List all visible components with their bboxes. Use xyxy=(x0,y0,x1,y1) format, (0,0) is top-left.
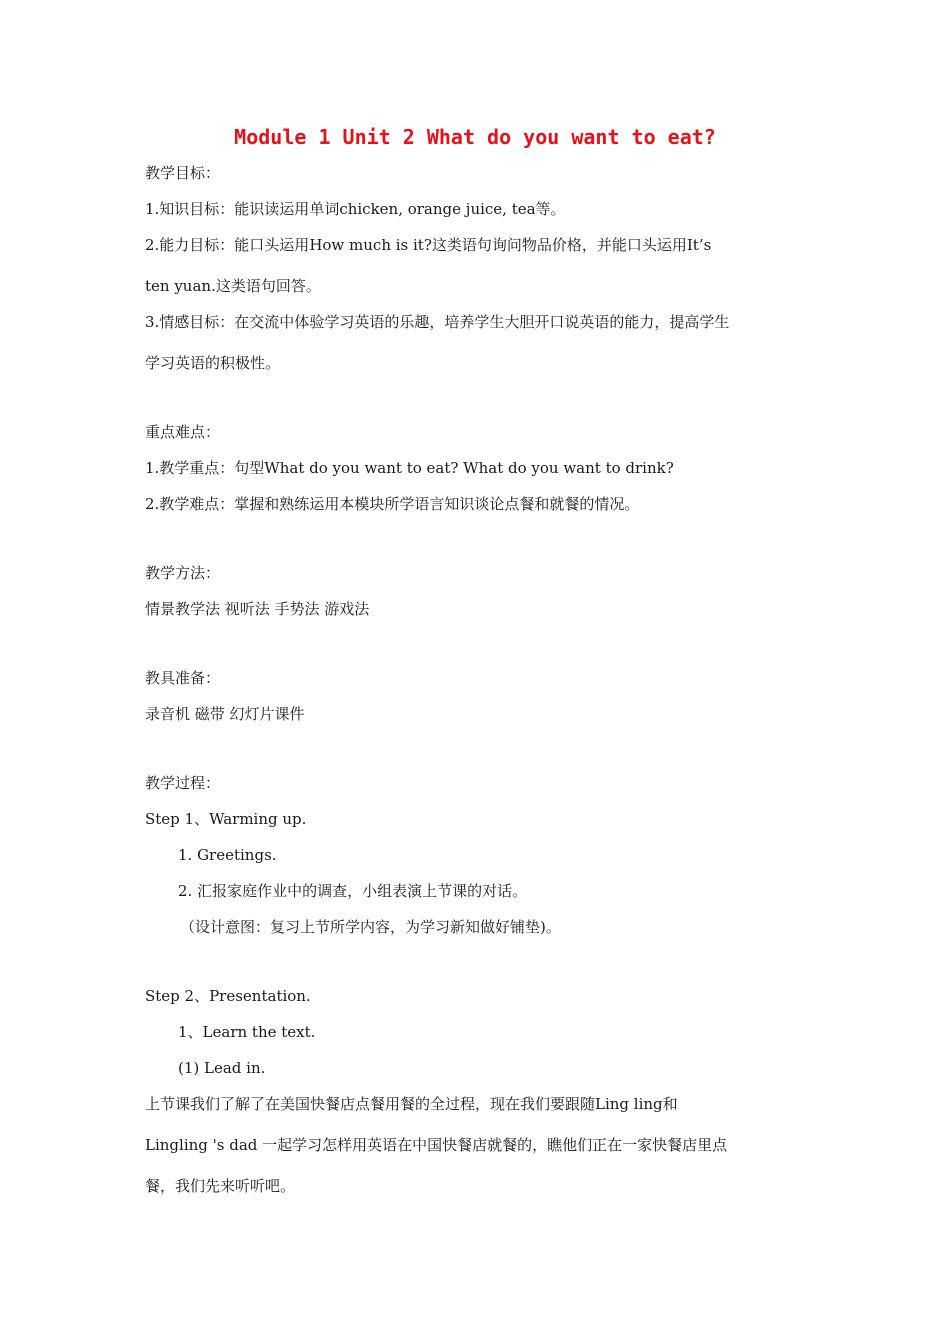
lead-in-paragraph-line3: 餐，我们先来听听吧。 xyxy=(145,1177,296,1195)
objective-ability-line1: 2.能力目标：能口头运用How much is it?这类语句询问物品价格，并能口头运用It’s xyxy=(145,236,712,254)
aids-heading: 教具准备： xyxy=(145,669,221,687)
step2-item-learn-text: 1、Learn the text. xyxy=(178,1023,316,1041)
document-title: Module 1 Unit 2 What do you want to eat? xyxy=(234,125,716,149)
aids-content: 录音机 磁带 幻灯片课件 xyxy=(145,705,305,723)
key-points-heading: 重点难点： xyxy=(145,423,221,441)
objective-ability-line2: ten yuan.这类语句回答。 xyxy=(145,277,321,295)
step1-design-note: （设计意图：复习上节所学内容，为学习新知做好铺垫)。 xyxy=(180,918,561,936)
objective-knowledge: 1.知识目标：能识读运用单词chicken, orange juice, tea等。 xyxy=(145,200,566,218)
step1-title: Step 1、Warming up. xyxy=(145,810,307,828)
objectives-heading: 教学目标： xyxy=(145,164,221,182)
objective-emotion-line2: 学习英语的积极性。 xyxy=(145,354,281,372)
lead-in-paragraph-line1: 上节课我们了解了在美国快餐店点餐用餐的全过程，现在我们要跟随Ling ling和 xyxy=(145,1095,678,1113)
process-heading: 教学过程： xyxy=(145,774,221,792)
step1-item-greetings: 1. Greetings. xyxy=(178,846,277,864)
key-point-difficulty: 2.教学难点：掌握和熟练运用本模块所学语言知识谈论点餐和就餐的情况。 xyxy=(145,495,640,513)
lead-in-paragraph-line2: Lingling 's dad 一起学习怎样用英语在中国快餐店就餐的，瞧他们正在一家快餐店里点 xyxy=(145,1136,728,1154)
step1-item-report: 2. 汇报家庭作业中的调查，小组表演上节课的对话。 xyxy=(178,882,528,900)
objective-emotion-line1: 3.情感目标：在交流中体验学习英语的乐趣，培养学生大胆开口说英语的能力，提高学生 xyxy=(145,313,730,331)
methods-heading: 教学方法： xyxy=(145,564,221,582)
methods-content: 情景教学法 视听法 手势法 游戏法 xyxy=(145,600,370,618)
step2-sub-lead-in: (1) Lead in. xyxy=(178,1059,266,1077)
step2-title: Step 2、Presentation. xyxy=(145,987,311,1005)
key-point-focus: 1.教学重点：句型What do you want to eat? What do you want to drink? xyxy=(145,459,674,477)
